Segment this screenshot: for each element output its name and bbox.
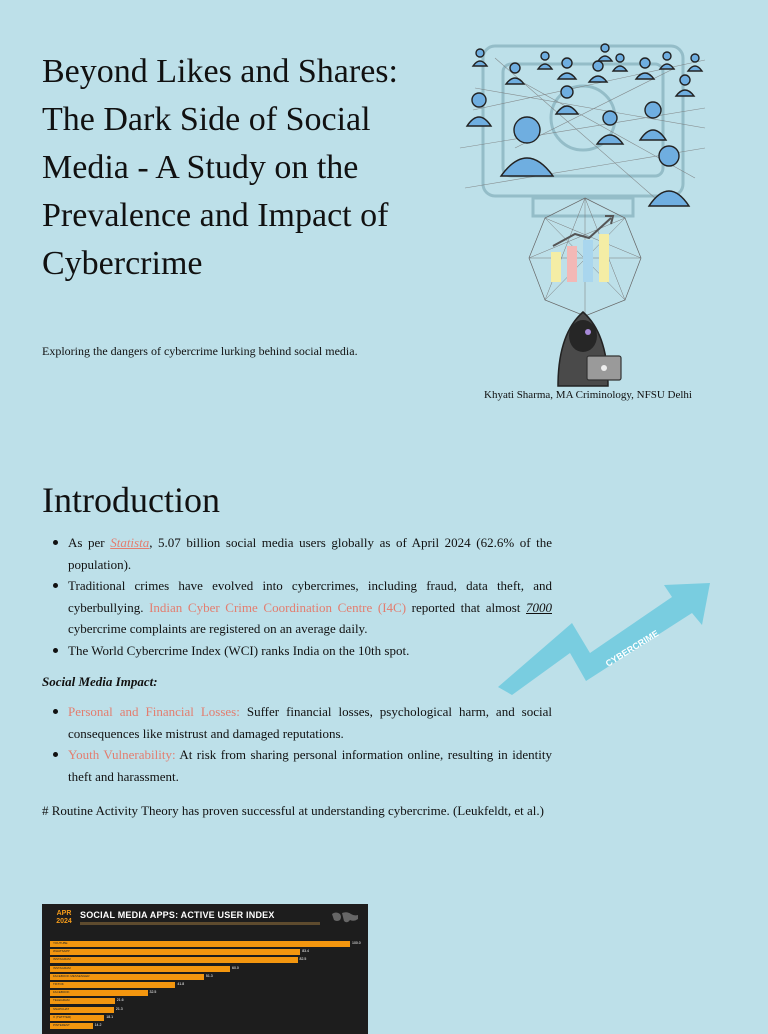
bar-row [50, 948, 360, 956]
bar-row [50, 1014, 360, 1022]
infographic-date: APR 2024 [56, 910, 72, 925]
hacker-icon [558, 312, 621, 386]
bar-label: YOUTUBE [53, 941, 68, 945]
introduction-list [42, 532, 552, 661]
statista-link[interactable]: Statista [110, 535, 150, 550]
bar-row [50, 981, 360, 989]
bar-value-label: 82.5 [299, 957, 307, 962]
impact-text: Suffer financial losses, psychological harm, and social consequences like mistrust and damaged reputations. [68, 704, 553, 741]
bar-row [50, 956, 360, 964]
author-credit: Khyati Sharma, MA Criminology, NFSU Delhi [484, 389, 692, 401]
list-item [42, 701, 552, 744]
bullet-text: The World Cybercrime Index (WCI) ranks India on the 10th spot. [68, 642, 410, 658]
social-network-illustration [455, 38, 725, 390]
arrow-label: CYBERCRIME [603, 628, 661, 669]
impact-label: Personal and Financial Losses: [68, 704, 240, 719]
infographic-title: SOCIAL MEDIA APPS: ACTIVE USER INDEX [80, 910, 275, 920]
bar-value-label: 14.2 [94, 1022, 102, 1027]
bar-value-label: 21.3 [115, 1006, 123, 1011]
bullet-text: reported that almost [406, 599, 526, 615]
bar-label: INSTAGRAM [53, 965, 71, 970]
bar-label: SNAPCHAT [53, 1006, 70, 1011]
bar [50, 941, 350, 947]
bar-label: TIKTOK [53, 981, 64, 986]
bar-label: X (TWITTER) [53, 1014, 72, 1019]
list-item [42, 532, 552, 575]
list-item [42, 640, 552, 662]
poster-subtitle: Exploring the dangers of cybercrime lurking behind social media. [42, 344, 358, 358]
bar-row [50, 940, 360, 948]
bar-row [50, 973, 360, 981]
bar-label: FACEBOOK MESSENGER [53, 973, 90, 978]
cybercrime-arrow-icon [490, 575, 715, 695]
theory-note: # Routine Activity Theory has proven successful at understanding cybercrime. (Leukfeldt, et al.) [42, 803, 544, 818]
bullet-text: cybercrime complaints are registered on an average daily. [68, 621, 368, 636]
bullet-text: As per [68, 535, 111, 550]
bar-value-label: 32.5 [149, 990, 157, 995]
bar-value-label: 51.3 [205, 973, 213, 978]
i4c-highlight: Indian Cyber Crime Coordination Centre (I4C) [149, 599, 407, 615]
bar-value-label: 83.4 [302, 949, 309, 954]
bar-row [50, 989, 360, 997]
bar-chart [50, 940, 360, 1030]
bar-value-label: 60.0 [232, 965, 239, 970]
bar-label: INSTAGRAM [53, 957, 71, 962]
bar-value-label: 41.8 [177, 981, 185, 986]
bar-row [50, 965, 360, 973]
bar-value-label: 100.0 [352, 941, 361, 945]
bar-row [50, 1006, 360, 1014]
bar-value-label: 21.6 [116, 998, 124, 1003]
bar-label: PINTEREST [53, 1022, 70, 1027]
world-map-icon [330, 910, 360, 926]
infographic-subtitle-line [80, 922, 320, 925]
bar-value-label: 18.1 [106, 1014, 114, 1019]
complaint-count: 7000 [526, 599, 552, 615]
list-item [42, 575, 552, 640]
impact-list [42, 701, 552, 787]
impact-label: Youth Vulnerability: [68, 747, 176, 762]
bullet-text: , 5.07 billion social media users globally as of April 2024 (62.6% of the population). [68, 535, 553, 572]
bar-label: FACEBOOK [53, 990, 70, 995]
impact-heading: Social Media Impact: [42, 674, 158, 689]
bar-row [50, 1022, 360, 1030]
bar-row [50, 997, 360, 1005]
list-item [42, 744, 552, 787]
active-user-index-infographic [42, 904, 368, 1034]
introduction-heading: Introduction [42, 480, 220, 520]
bar-label: WHATSAPP [53, 949, 70, 954]
impact-text: At risk from sharing personal information online, resulting in identity theft and harassment. [68, 747, 552, 784]
bar-label: TELEGRAM [53, 998, 70, 1003]
poster-title: Beyond Likes and Shares: The Dark Side of Social Media - A Study on the Prevalence and Impact of Cybercrime [42, 53, 398, 282]
bullet-text: Traditional crimes have evolved into cybercrimes, including fraud, data theft, and cyberbullying. [68, 578, 552, 615]
